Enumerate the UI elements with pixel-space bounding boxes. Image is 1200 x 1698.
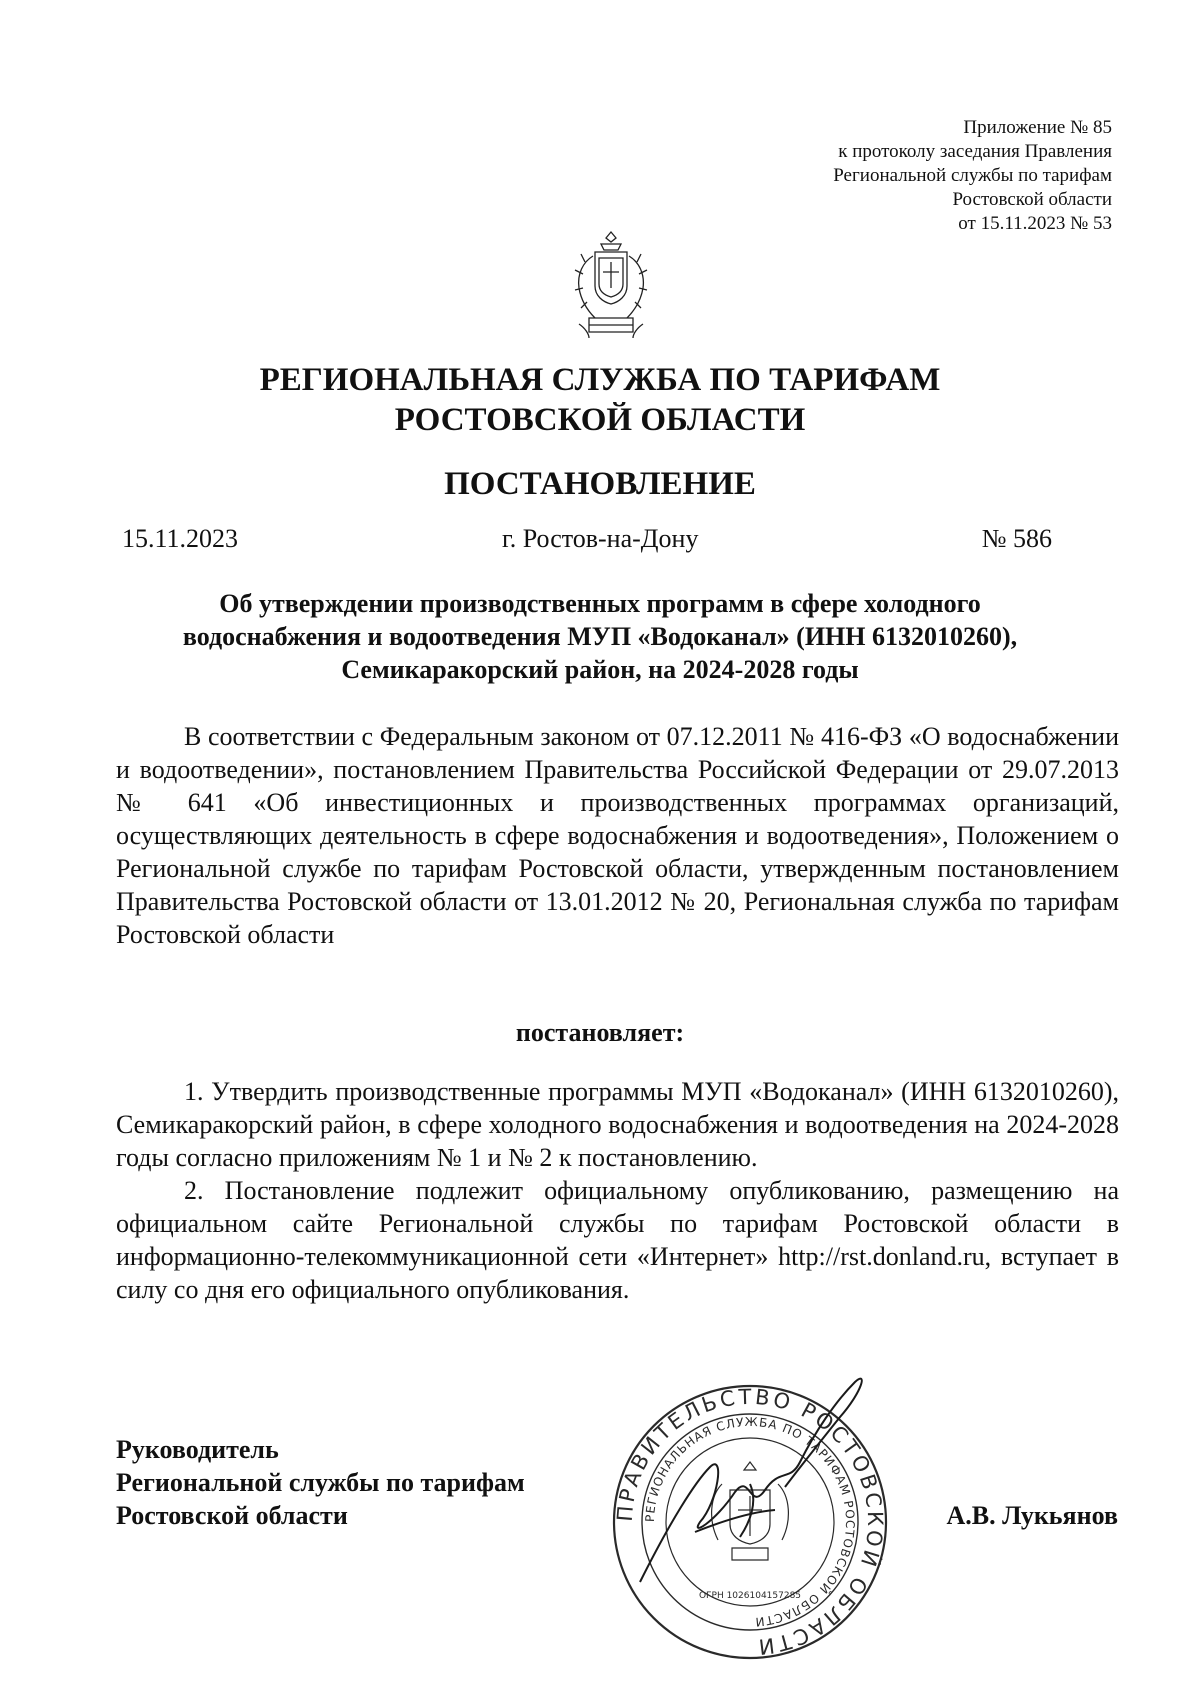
decree-item-1: 1. Утвердить производственные программы МУП «Водоканал» (ИНН 6132010260), Семикаракорский район, в сфере холодного водоснабжения и водоотведения на 2024-2028 годы согласно приложениям № 1 и № 2 к постановлению. [116,1077,1119,1172]
decree-word: постановляет: [515,1018,685,1047]
coat-of-arms-icon [565,228,657,340]
appendix-line: Региональной службы по тарифам [833,165,1112,186]
signer-title-line: Ростовской области [116,1501,348,1530]
document-city: г. Ростов-на-Дону [502,524,699,553]
document-type: ПОСТАНОВЛЕНИЕ [444,466,756,502]
organization-title [0,360,1200,440]
signer-title-line: Региональной службы по тарифам [116,1468,525,1497]
subject-line: Семикаракорский район, на 2024-2028 годы [341,655,859,684]
document-subject [120,587,1080,686]
document-number: № 586 [981,524,1052,553]
appendix-line: к протоколу заседания Правления [838,141,1112,162]
preamble-paragraph: В соответствии с Федеральным законом от 07.12.2011 № 416-ФЗ «О водоснабжении и водоотведении», постановлением Правительства Российской Федерации от 29.07.2013 № 641 «Об инвестиционных и производственных программах организаций, осуществляющих деятельность в сфере водоснабжения и водоотведения», Положением о Региональной службе по тарифам Ростовской области, утвержденным постановлением Правительства Ростовской области от 13.01.2012 № 20, Региональная служба по тарифам Ростовской области [116,722,1119,949]
subject-line: Об утверждении производственных программ в сфере холодного [219,589,981,618]
seal-ogrn-text: ОГРН 1026104157285 [698,1591,802,1601]
organization-title-line: РЕГИОНАЛЬНАЯ СЛУЖБА ПО ТАРИФАМ [259,362,941,398]
seal-emblem-icon [712,1462,789,1560]
signer-title [116,1433,525,1532]
seal-outer-text: ПРАВИТЕЛЬСТВО РОСТОВСКОЙ ОБЛАСТИ [612,1384,888,1660]
signer-title-line: Руководитель [116,1435,279,1464]
decree-items [116,1075,1119,1306]
preamble [116,720,1119,951]
subject-line: водоснабжения и водоотведения МУП «Водоканал» (ИНН 6132010260), [182,622,1018,651]
seal-inner-text: РЕГИОНАЛЬНАЯ СЛУЖБА ПО ТАРИФАМ РОСТОВСКОЙ ОБЛАСТИ [642,1414,858,1629]
appendix-line: от 15.11.2023 № 53 [958,213,1112,234]
appendix-note [833,116,1112,236]
appendix-line: Приложение № 85 [963,117,1112,138]
document-meta [122,522,1052,558]
official-seal-stamp [600,1372,900,1672]
decree-item-2: 2. Постановление подлежит официальному опубликованию, размещению на официальном сайте Региональной службы по тарифам Ростовской области в информационно-телекоммуникационной сети «Интернет» http://rst.donland.ru, вступает в силу со дня его официального опубликования. [116,1176,1119,1304]
organization-title-line: РОСТОВСКОЙ ОБЛАСТИ [394,402,806,438]
signer-name: А.В. Лукьянов [946,1501,1118,1530]
document-date: 15.11.2023 [122,524,239,553]
appendix-line: Ростовской области [952,189,1112,210]
